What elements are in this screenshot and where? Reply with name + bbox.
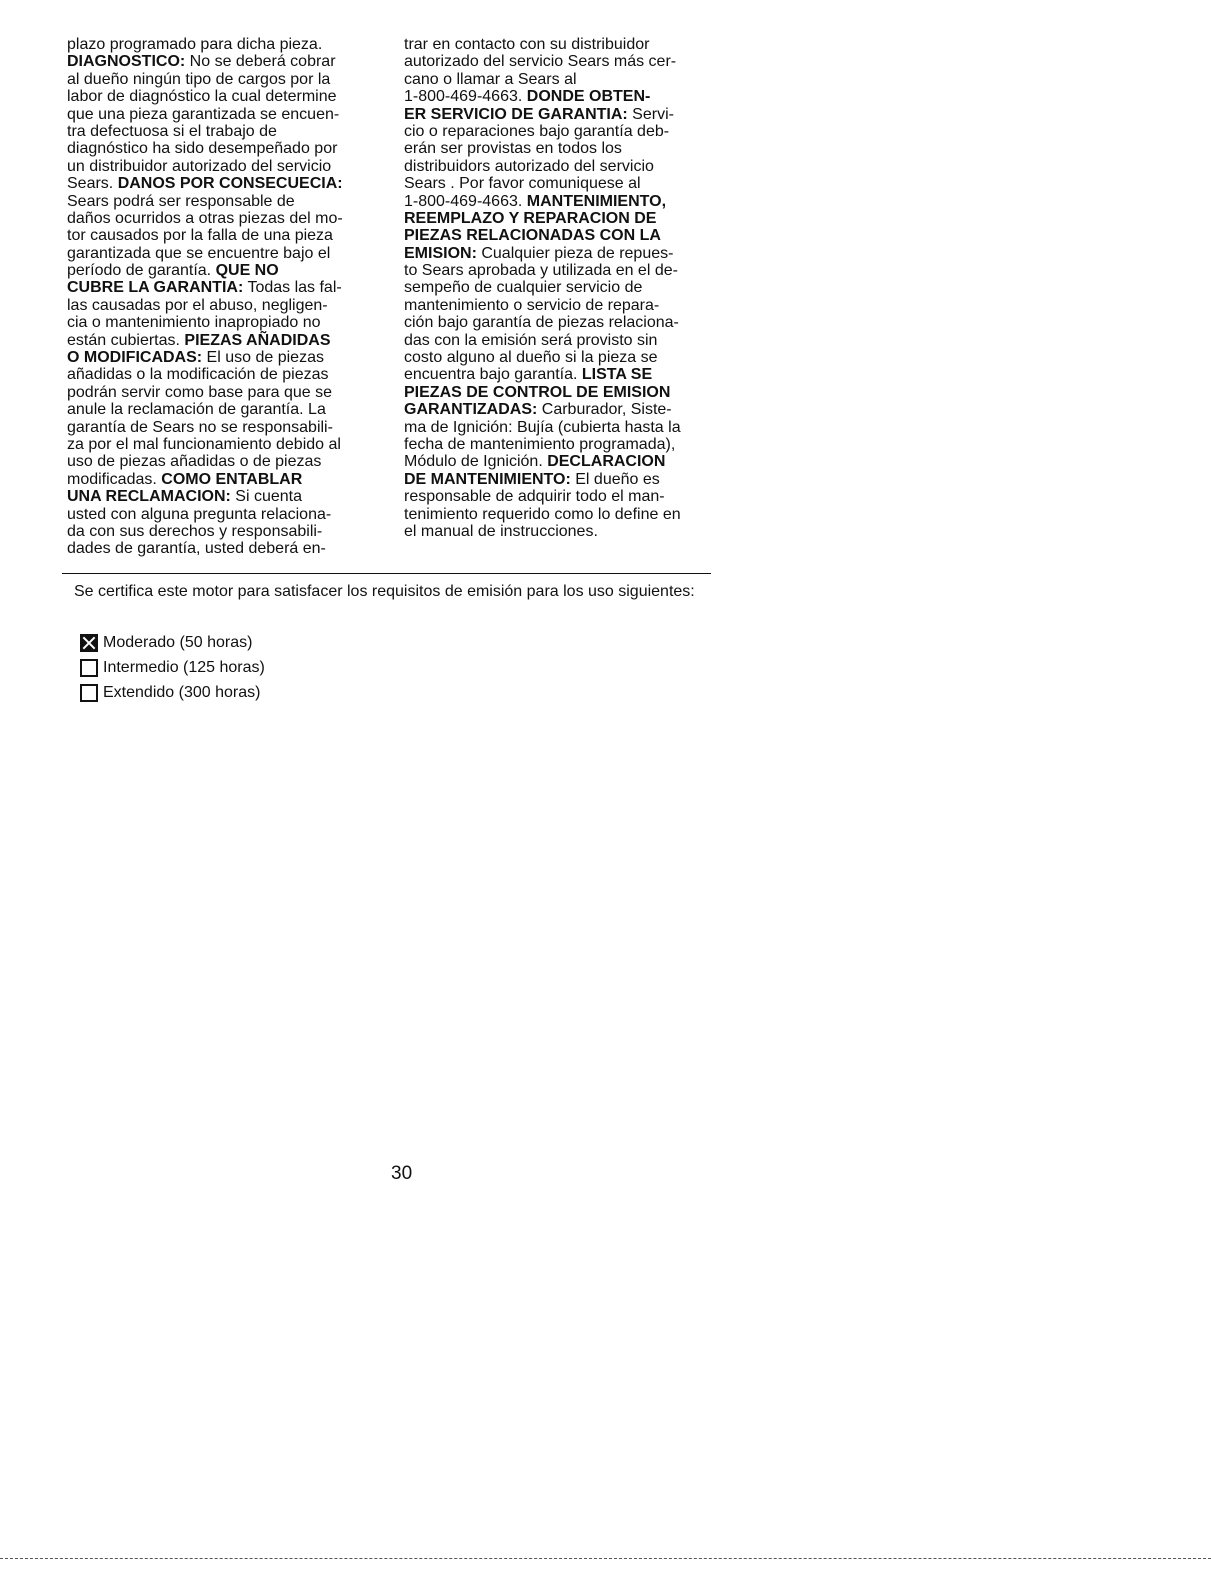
text-line [67, 419, 385, 436]
left-text-column [67, 36, 385, 558]
body-text: Todas las fal- [243, 279, 342, 297]
bold-heading: COMO ENTABLAR [161, 470, 303, 488]
body-text: El uso de piezas [202, 349, 324, 367]
text-line [404, 140, 722, 157]
body-text: plazo programado para dicha pieza. [67, 36, 323, 53]
text-line [67, 53, 385, 70]
text-line [67, 193, 385, 210]
page-bottom-edge [0, 1558, 1211, 1559]
body-text: anule la reclamación de garantía. La [67, 401, 326, 419]
text-line [67, 245, 385, 262]
page-number: 30 [391, 1163, 413, 1184]
body-text: Sears podrá ser responsable de [67, 192, 295, 210]
body-text: 1-800-469-4663. [404, 88, 527, 106]
body-text: un distribuidor autorizado del servicio [67, 157, 332, 175]
body-text: al dueño ningún tipo de cargos por la [67, 70, 331, 88]
text-line [404, 71, 722, 88]
body-text: usted con alguna pregunta relaciona- [67, 505, 332, 523]
bold-heading: ER SERVICIO DE GARANTIA: [404, 105, 628, 123]
body-text: encuentra bajo garantía. [404, 366, 582, 384]
body-text: No se deberá cobrar [185, 53, 336, 71]
bold-heading: PIEZAS DE CONTROL DE EMISION [404, 383, 671, 401]
text-line [67, 71, 385, 88]
text-line [67, 297, 385, 314]
body-text: las causadas por el abuso, negligen- [67, 296, 328, 314]
text-line [67, 384, 385, 401]
text-line [67, 540, 385, 557]
text-line [404, 419, 722, 436]
text-line [404, 53, 722, 70]
text-line [67, 158, 385, 175]
body-text: uso de piezas añadidas o de piezas [67, 453, 322, 471]
body-text: diagnóstico ha sido desempeñado por [67, 140, 338, 158]
text-line [404, 366, 722, 383]
body-text: podrán servir como base para que se [67, 383, 333, 401]
bold-heading: MANTENIMIENTO, [526, 192, 667, 210]
body-text: tor causados por la falla de una pieza [67, 227, 333, 245]
option-label: Moderado (50 horas) [103, 633, 253, 651]
body-text: cano o llamar a Sears al [404, 70, 577, 88]
text-line [404, 332, 722, 349]
text-line [67, 36, 385, 53]
text-line [67, 175, 385, 192]
body-text: Cualquier pieza de repues- [476, 244, 674, 262]
body-text: ción bajo garantía de piezas relaciona- [404, 314, 679, 332]
certification-statement: Se certifica este motor para satisfacer los requisitos de emisión para los uso siguientes: [74, 583, 695, 600]
text-line [404, 175, 722, 192]
bold-heading: UNA RECLAMACION: [67, 488, 231, 506]
body-text: daños ocurridos a otras piezas del mo- [67, 209, 343, 227]
bold-heading: DONDE OBTEN- [526, 88, 651, 106]
text-line [67, 453, 385, 470]
text-line [67, 349, 385, 366]
body-text: costo alguno al dueño si la pieza se [404, 349, 658, 367]
text-line [67, 88, 385, 105]
bold-heading: QUE NO [215, 262, 279, 280]
text-line [404, 227, 722, 244]
option-row [80, 680, 265, 705]
text-line [404, 106, 722, 123]
body-text: tenimiento requerido como lo define en [404, 505, 681, 523]
body-text: Sears. [67, 175, 118, 193]
text-line [67, 436, 385, 453]
bold-heading: O MODIFICADAS: [67, 349, 203, 367]
text-line [404, 314, 722, 331]
text-line [404, 193, 722, 210]
text-line [67, 332, 385, 349]
right-text-column [404, 36, 722, 540]
option-row [80, 655, 265, 680]
text-line [404, 279, 722, 296]
bold-heading: EMISION: [404, 244, 477, 262]
body-text: autorizado del servicio Sears más cer- [404, 53, 677, 71]
text-line [404, 297, 722, 314]
bold-heading: REEMPLAZO Y REPARACION DE [404, 209, 657, 227]
text-line [67, 366, 385, 383]
text-line [67, 123, 385, 140]
text-line [67, 140, 385, 157]
body-text: da con sus derechos y responsabili- [67, 522, 323, 540]
body-text: período de garantía. [67, 262, 216, 280]
bold-heading: CUBRE LA GARANTIA: [67, 279, 244, 297]
text-line [404, 523, 722, 540]
text-line [404, 488, 722, 505]
body-text: Si cuenta [230, 488, 302, 506]
text-line [67, 506, 385, 523]
body-text: 1-800-469-4663. [404, 192, 527, 210]
empty-checkbox-icon[interactable] [80, 684, 98, 702]
body-text: za por el mal funcionamiento debido al [67, 435, 341, 453]
body-text: añadidas o la modificación de piezas [67, 366, 329, 384]
body-text: garantizada que se encuentre bajo el [67, 244, 331, 262]
text-line [404, 158, 722, 175]
bold-heading: LISTA SE [581, 366, 653, 384]
body-text: tra defectuosa si el trabajo de [67, 122, 277, 140]
body-text: garantía de Sears no se responsabili- [67, 418, 333, 436]
text-line [404, 384, 722, 401]
text-line [404, 262, 722, 279]
text-line [404, 506, 722, 523]
body-text: cio o reparaciones bajo garantía deb- [404, 122, 670, 140]
bold-heading: PIEZAS AÑADIDAS [184, 331, 331, 349]
text-line [404, 88, 722, 105]
text-line [404, 210, 722, 227]
text-line [404, 36, 722, 53]
emission-category-options [80, 630, 265, 705]
body-text: responsable de adquirir todo el man- [404, 488, 665, 506]
text-line [404, 245, 722, 262]
body-text: trar en contacto con su distribuidor [404, 36, 650, 53]
text-line [67, 471, 385, 488]
text-line [67, 262, 385, 279]
section-divider [62, 573, 711, 574]
bold-heading: PIEZAS RELACIONADAS CON LA [404, 227, 661, 245]
body-text: ma de Ignición: Bujía (cubierta hasta la [404, 418, 681, 436]
text-line [404, 123, 722, 140]
body-text: modificadas. [67, 470, 162, 488]
body-text: dades de garantía, usted deberá en- [67, 540, 326, 558]
bold-heading: DECLARACION [547, 453, 666, 471]
body-text: sempeño de cualquier servicio de [404, 279, 643, 297]
text-line [67, 106, 385, 123]
empty-checkbox-icon[interactable] [80, 659, 98, 677]
body-text: Sears . Por favor comuniquese al [404, 175, 641, 193]
bold-heading: DIAGNOSTICO: [67, 53, 186, 71]
body-text: cia o mantenimiento inapropiado no [67, 314, 321, 332]
body-text: El dueño es [570, 470, 660, 488]
checked-checkbox-icon[interactable] [80, 634, 98, 652]
body-text: Módulo de Ignición. [404, 453, 548, 471]
text-line [67, 488, 385, 505]
body-text: Servi- [627, 105, 674, 123]
text-line [67, 523, 385, 540]
text-line [67, 210, 385, 227]
text-line [404, 471, 722, 488]
body-text: están cubiertas. [67, 331, 185, 349]
body-text: das con la emisión será provisto sin [404, 331, 658, 349]
text-line [67, 401, 385, 418]
body-text: que una pieza garantizada se encuen- [67, 105, 340, 123]
option-label: Intermedio (125 horas) [103, 658, 265, 676]
bold-heading: DANOS POR CONSECUECIA: [117, 175, 343, 193]
body-text: distribuidors autorizado del servicio [404, 157, 654, 175]
text-line [67, 314, 385, 331]
body-text: mantenimiento o servicio de repara- [404, 296, 660, 314]
text-line [404, 349, 722, 366]
bold-heading: GARANTIZADAS: [404, 401, 538, 419]
body-text: erán ser provistas en todos los [404, 140, 622, 158]
text-line [404, 453, 722, 470]
option-row [80, 630, 265, 655]
text-line [67, 227, 385, 244]
text-line [67, 279, 385, 296]
text-line [404, 401, 722, 418]
body-text: Carburador, Siste- [537, 401, 672, 419]
option-label: Extendido (300 horas) [103, 683, 261, 701]
body-text: to Sears aprobada y utilizada en el de- [404, 262, 678, 280]
text-line [404, 436, 722, 453]
bold-heading: DE MANTENIMIENTO: [404, 470, 571, 488]
body-text: labor de diagnóstico la cual determine [67, 88, 337, 106]
body-text: el manual de instrucciones. [404, 522, 598, 540]
body-text: fecha de mantenimiento programada), [404, 435, 676, 453]
